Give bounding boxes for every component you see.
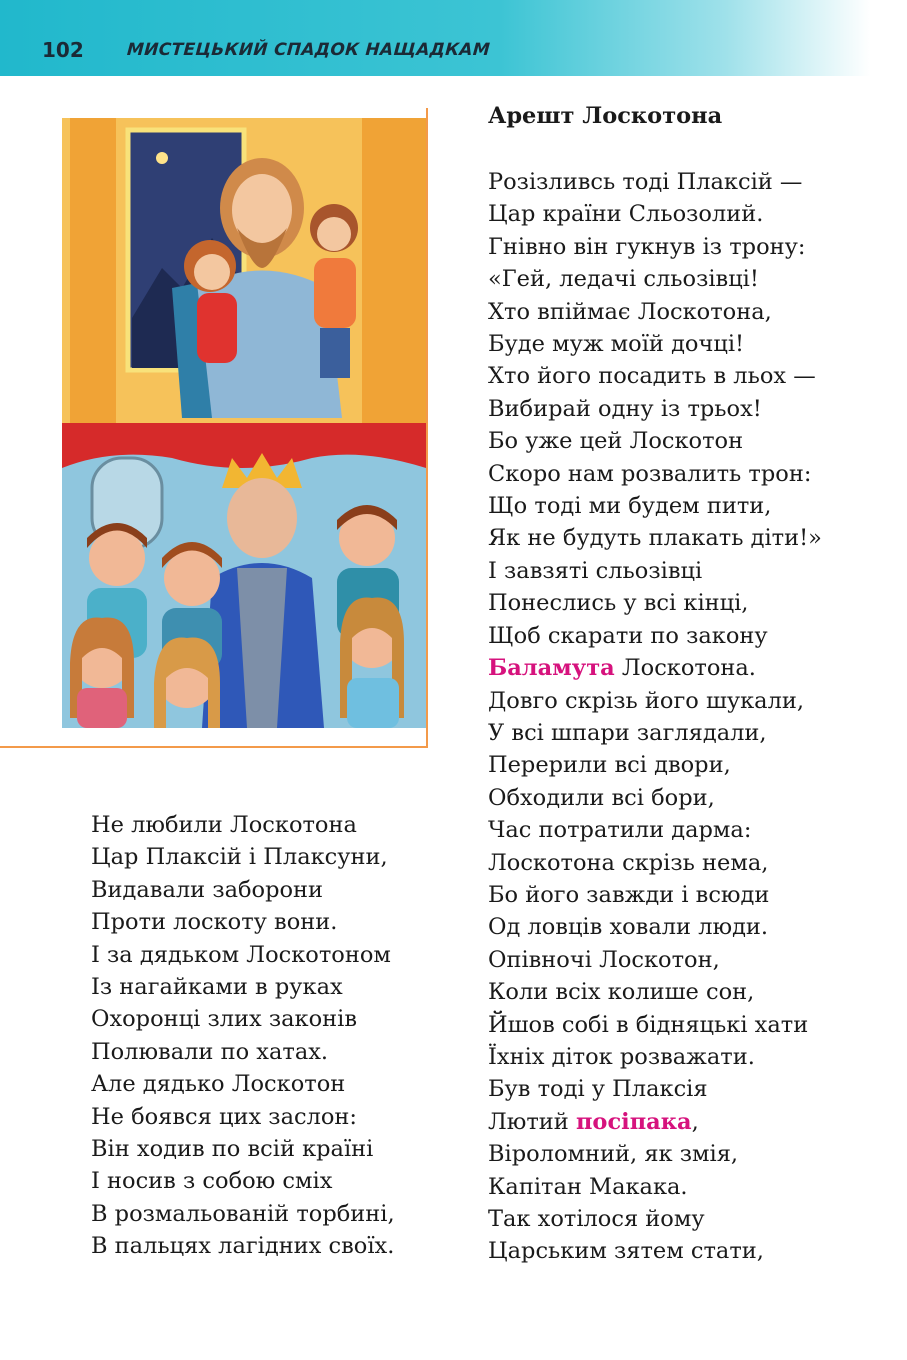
poem-line: Цар Плаксій і Плаксуни, [91,844,388,871]
poem-line: Опівночі Лоскотон, [488,946,720,973]
poem-line: Що тоді ми будем пити, [488,493,772,520]
poem-line-highlighted [488,1106,822,1138]
poem-line: «Гей, ледачі сльозівці! [488,266,759,293]
poem-line: Не боявся цих заслон: [91,1103,358,1130]
poem-line: У всі шпари заглядали, [488,719,767,746]
poem-line: Коли всіх колише сон, [488,979,755,1006]
poem-right-column [488,166,822,1268]
poem-line: І носив з собою сміх [91,1168,333,1195]
poem-line: Бо його завжди і всюди [488,881,770,908]
poem-line: В пальцях лагідних своїх. [91,1233,395,1260]
poem-line: Хто його посадить в льох — [488,363,816,390]
poem-line: Понеслись у всі кінці, [488,590,749,617]
poem-line: Бо уже цей Лоскотон [488,428,744,455]
section-title: Арешт Лоскотона [488,103,723,129]
poem-line: Полювали по хатах. [91,1038,329,1065]
poem-line: Але дядько Лоскотон [91,1071,346,1098]
poem-line: Їхніх діток розважати. [488,1043,755,1070]
poem-line: В розмальованій торбині, [91,1200,395,1227]
poem-line: Був тоді у Плаксія [488,1076,708,1103]
poem-line: Так хотілося йому [488,1206,705,1232]
poem-line: Час потратили дарма: [488,817,752,844]
poem-line: Капітан Макака. [488,1173,688,1200]
curtain-right [362,118,426,423]
poem-line: Як не будуть плакать діти!» [488,525,822,552]
poem-left-column [91,809,395,1263]
poem-line: Хто впіймає Лоскотона, [488,298,772,325]
poem-line: Скоро нам розвалить трон: [488,460,812,487]
page-number: 102 [42,38,84,62]
kid-right-body [314,258,356,328]
illustration-frame [0,108,428,748]
poem-line: І завзяті сльозівці [488,557,703,584]
poem-line: Розізливсь тоді Плаксій — [488,169,803,195]
story-illustration [62,118,426,728]
king-face [227,478,297,558]
poem-line: Видавали заборони [91,876,324,903]
curtain-left [70,118,116,423]
poem-line: Не любили Лоскотона [91,812,357,838]
running-title: МИСТЕЦЬКИЙ СПАДОК НАЩАДКАМ [126,40,491,60]
moon-icon [156,152,168,164]
poem-line: Охоронці злих законів [91,1006,358,1033]
poem-line: Він ходив по всій країні [91,1136,374,1163]
highlight-word: Баламута [488,655,615,682]
poem-line: Вибирай одну із трьох! [488,395,762,422]
poem-line: І за дядьком Лоскотоном [91,941,391,968]
highlight-word: посіпака [575,1108,692,1135]
poem-line: Довго скрізь його шукали, [488,687,805,714]
poem-line: Царським зятем стати, [488,1238,764,1265]
poem-line: Од ловців ховали люди. [488,914,769,941]
poem-line-highlighted [488,652,822,684]
poem-line: Цар країни Сльозолий. [488,201,764,228]
poem-line: Проти лоскоту вони. [91,909,338,936]
poem-line: Лоскотона скрізь нема, [488,849,769,876]
line-rest: , [691,1108,699,1135]
poem-line: Перерили всі двори, [488,752,731,779]
kid-left-body [197,293,237,363]
page-header [0,0,907,76]
poem-line: Обходили всі бори, [488,784,715,811]
poem-line: Буде муж моїй дочці! [488,331,745,358]
poem-line: Йшов собі в бідняцькі хати [488,1011,809,1038]
line-prefix: Лютий [488,1108,576,1135]
poem-line: Щоб скарати по закону [488,622,768,649]
poem-line: Віроломний, як змія, [488,1141,739,1168]
poem-line: Гнівно він гукнув із трону: [488,233,806,260]
line-rest: Лоскотона. [614,655,756,682]
poem-line: Із нагайками в руках [91,974,343,1001]
